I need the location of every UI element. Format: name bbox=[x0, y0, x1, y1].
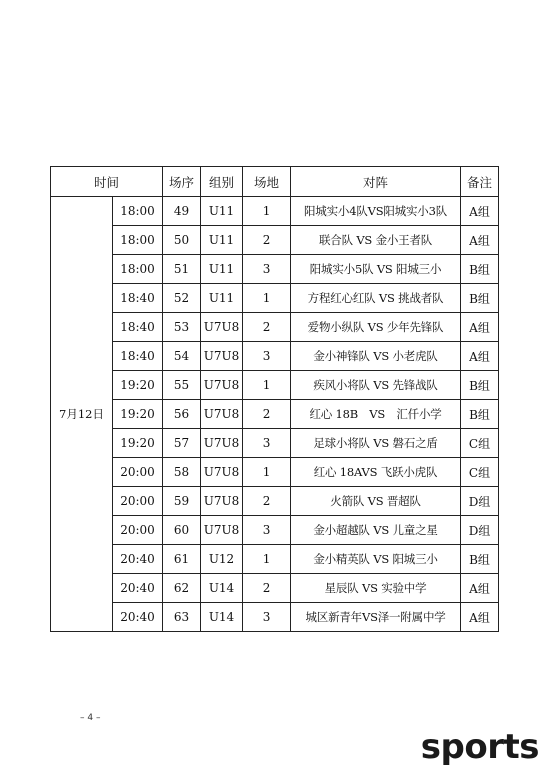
cell-note: A组 bbox=[461, 342, 499, 371]
cell-group: U7U8 bbox=[201, 342, 243, 371]
cell-match-no: 60 bbox=[163, 516, 201, 545]
header-fixture: 对阵 bbox=[291, 167, 461, 197]
header-field: 场地 bbox=[243, 167, 291, 197]
cell-time: 20:00 bbox=[113, 458, 163, 487]
cell-match-no: 49 bbox=[163, 197, 201, 226]
cell-field: 1 bbox=[243, 458, 291, 487]
cell-group: U7U8 bbox=[201, 487, 243, 516]
cell-time: 18:00 bbox=[113, 197, 163, 226]
cell-field: 1 bbox=[243, 197, 291, 226]
cell-fixture: 城区新青年VS泽一附属中学 bbox=[291, 603, 461, 632]
cell-match-no: 56 bbox=[163, 400, 201, 429]
header-match-no: 场序 bbox=[163, 167, 201, 197]
cell-note: A组 bbox=[461, 313, 499, 342]
cell-fixture: 阳城实小4队VS阳城实小3队 bbox=[291, 197, 461, 226]
cell-field: 1 bbox=[243, 371, 291, 400]
cell-field: 3 bbox=[243, 603, 291, 632]
table-row bbox=[51, 487, 499, 516]
cell-group: U11 bbox=[201, 197, 243, 226]
cell-note: C组 bbox=[461, 429, 499, 458]
cell-field: 2 bbox=[243, 487, 291, 516]
header-note: 备注 bbox=[461, 167, 499, 197]
cell-group: U7U8 bbox=[201, 313, 243, 342]
cell-field: 2 bbox=[243, 313, 291, 342]
table-row bbox=[51, 603, 499, 632]
header-time: 时间 bbox=[51, 167, 163, 197]
header-group: 组别 bbox=[201, 167, 243, 197]
cell-field: 1 bbox=[243, 284, 291, 313]
cell-field: 2 bbox=[243, 574, 291, 603]
cell-match-no: 58 bbox=[163, 458, 201, 487]
cell-fixture: 火箭队 VS 晋超队 bbox=[291, 487, 461, 516]
cell-field: 1 bbox=[243, 545, 291, 574]
cell-note: B组 bbox=[461, 371, 499, 400]
cell-group: U7U8 bbox=[201, 429, 243, 458]
cell-time: 20:40 bbox=[113, 603, 163, 632]
cell-match-no: 57 bbox=[163, 429, 201, 458]
cell-field: 3 bbox=[243, 429, 291, 458]
cell-time: 18:40 bbox=[113, 313, 163, 342]
cell-fixture: 爱物小纵队 VS 少年先锋队 bbox=[291, 313, 461, 342]
cell-group: U7U8 bbox=[201, 458, 243, 487]
cell-time: 19:20 bbox=[113, 429, 163, 458]
cell-group: U7U8 bbox=[201, 400, 243, 429]
table-row bbox=[51, 516, 499, 545]
cell-group: U11 bbox=[201, 226, 243, 255]
table-row bbox=[51, 545, 499, 574]
cell-field: 2 bbox=[243, 226, 291, 255]
cell-note: C组 bbox=[461, 458, 499, 487]
cell-time: 18:00 bbox=[113, 226, 163, 255]
table-row bbox=[51, 458, 499, 487]
cell-field: 3 bbox=[243, 516, 291, 545]
cell-group: U11 bbox=[201, 284, 243, 313]
table-row bbox=[51, 313, 499, 342]
table-body bbox=[51, 197, 499, 632]
table-row bbox=[51, 255, 499, 284]
cell-note: A组 bbox=[461, 226, 499, 255]
cell-fixture: 方程红心红队 VS 挑战者队 bbox=[291, 284, 461, 313]
cell-time: 18:40 bbox=[113, 342, 163, 371]
cell-fixture: 疾风小将队 VS 先锋战队 bbox=[291, 371, 461, 400]
match-schedule-table bbox=[50, 166, 499, 632]
date-cell: 7月12日 bbox=[51, 197, 113, 632]
cell-note: A组 bbox=[461, 197, 499, 226]
cell-fixture: 联合队 VS 金小王者队 bbox=[291, 226, 461, 255]
cell-time: 18:40 bbox=[113, 284, 163, 313]
cell-time: 20:40 bbox=[113, 545, 163, 574]
cell-time: 18:00 bbox=[113, 255, 163, 284]
cell-group: U7U8 bbox=[201, 516, 243, 545]
cell-field: 3 bbox=[243, 255, 291, 284]
cell-match-no: 54 bbox=[163, 342, 201, 371]
cell-time: 20:40 bbox=[113, 574, 163, 603]
cell-note: B组 bbox=[461, 400, 499, 429]
cell-note: B组 bbox=[461, 284, 499, 313]
cell-note: D组 bbox=[461, 487, 499, 516]
cell-fixture: 金小精英队 VS 阳城三小 bbox=[291, 545, 461, 574]
cell-note: A组 bbox=[461, 603, 499, 632]
table-row bbox=[51, 371, 499, 400]
cell-group: U14 bbox=[201, 574, 243, 603]
page-number: – 4 – bbox=[80, 713, 101, 723]
sports-watermark: sports bbox=[420, 727, 539, 767]
table-row bbox=[51, 284, 499, 313]
cell-field: 3 bbox=[243, 342, 291, 371]
table-row bbox=[51, 197, 499, 226]
cell-match-no: 53 bbox=[163, 313, 201, 342]
cell-fixture: 星辰队 VS 实验中学 bbox=[291, 574, 461, 603]
cell-match-no: 61 bbox=[163, 545, 201, 574]
cell-time: 19:20 bbox=[113, 400, 163, 429]
cell-match-no: 63 bbox=[163, 603, 201, 632]
cell-match-no: 55 bbox=[163, 371, 201, 400]
table-row bbox=[51, 400, 499, 429]
cell-note: B组 bbox=[461, 545, 499, 574]
cell-time: 20:00 bbox=[113, 487, 163, 516]
cell-time: 19:20 bbox=[113, 371, 163, 400]
cell-group: U11 bbox=[201, 255, 243, 284]
cell-note: D组 bbox=[461, 516, 499, 545]
table-row bbox=[51, 342, 499, 371]
table-row bbox=[51, 226, 499, 255]
table-row bbox=[51, 429, 499, 458]
cell-match-no: 52 bbox=[163, 284, 201, 313]
cell-time: 20:00 bbox=[113, 516, 163, 545]
cell-group: U14 bbox=[201, 603, 243, 632]
cell-fixture: 阳城实小5队 VS 阳城三小 bbox=[291, 255, 461, 284]
cell-field: 2 bbox=[243, 400, 291, 429]
cell-group: U12 bbox=[201, 545, 243, 574]
cell-match-no: 59 bbox=[163, 487, 201, 516]
cell-fixture: 红心 18B VS 汇仟小学 bbox=[291, 400, 461, 429]
cell-fixture: 金小神锋队 VS 小老虎队 bbox=[291, 342, 461, 371]
cell-fixture: 红心 18AVS 飞跃小虎队 bbox=[291, 458, 461, 487]
cell-match-no: 51 bbox=[163, 255, 201, 284]
cell-match-no: 50 bbox=[163, 226, 201, 255]
cell-note: A组 bbox=[461, 574, 499, 603]
cell-note: B组 bbox=[461, 255, 499, 284]
table-header-row bbox=[51, 167, 499, 197]
table-row bbox=[51, 574, 499, 603]
cell-group: U7U8 bbox=[201, 371, 243, 400]
cell-fixture: 金小超越队 VS 儿童之星 bbox=[291, 516, 461, 545]
cell-match-no: 62 bbox=[163, 574, 201, 603]
cell-fixture: 足球小将队 VS 磐石之盾 bbox=[291, 429, 461, 458]
